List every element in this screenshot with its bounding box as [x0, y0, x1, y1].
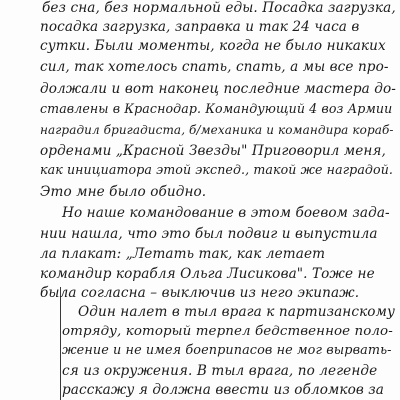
manuscript-line: Это мне было обидно. — [40, 184, 207, 200]
manuscript-line: Один налет в тыл врага к партизанскому — [78, 304, 395, 320]
manuscript-line: ся из окружения. В тыл врага, по легенде — [62, 363, 378, 379]
manuscript-line: без сна, без нормальной еды. Посадка загрузка, — [42, 0, 396, 16]
manuscript-line: как инициатора этой экспед., такой же наградой. — [40, 162, 394, 177]
manuscript-line: наградил бригадиста, б/механика и командира кораб- — [40, 123, 394, 137]
manuscript-line: сутки. Были моменты, когда не было никаких — [40, 38, 386, 54]
manuscript-line: Но наше командование в этом боевом зада- — [62, 205, 390, 221]
manuscript-line: жение и не имея боеприпасов не мог вырвать- — [62, 343, 392, 358]
margin-rule — [60, 287, 61, 400]
manuscript-line: ставлены в Краснодар. Командующий 4 воз Армии — [40, 101, 393, 116]
manuscript-line: ла плакат: „Летать так, как летает — [40, 246, 326, 262]
manuscript-line: была согласна – выключив из него экипаж. — [40, 285, 360, 301]
manuscript-line: командир корабля Ольга Лисикова". Тоже не — [40, 266, 375, 282]
manuscript-line: орденами „Красной Звезды" Приговорил меня, — [40, 143, 386, 159]
manuscript-line: расскажу я должна ввести из обломков за — [62, 382, 385, 398]
manuscript-line: должали и вот наконец последние мастера до- — [40, 81, 396, 97]
manuscript-line: нии нашла, что это был подвиг и выпустила — [40, 226, 378, 242]
manuscript-line: сил, так хотелось спать, спать, а мы все про- — [40, 59, 389, 75]
manuscript-line: посадка загрузка, заправка и так 24 часа в — [40, 19, 360, 35]
manuscript-line: отряду, который терпел бедственное поло- — [62, 324, 393, 339]
